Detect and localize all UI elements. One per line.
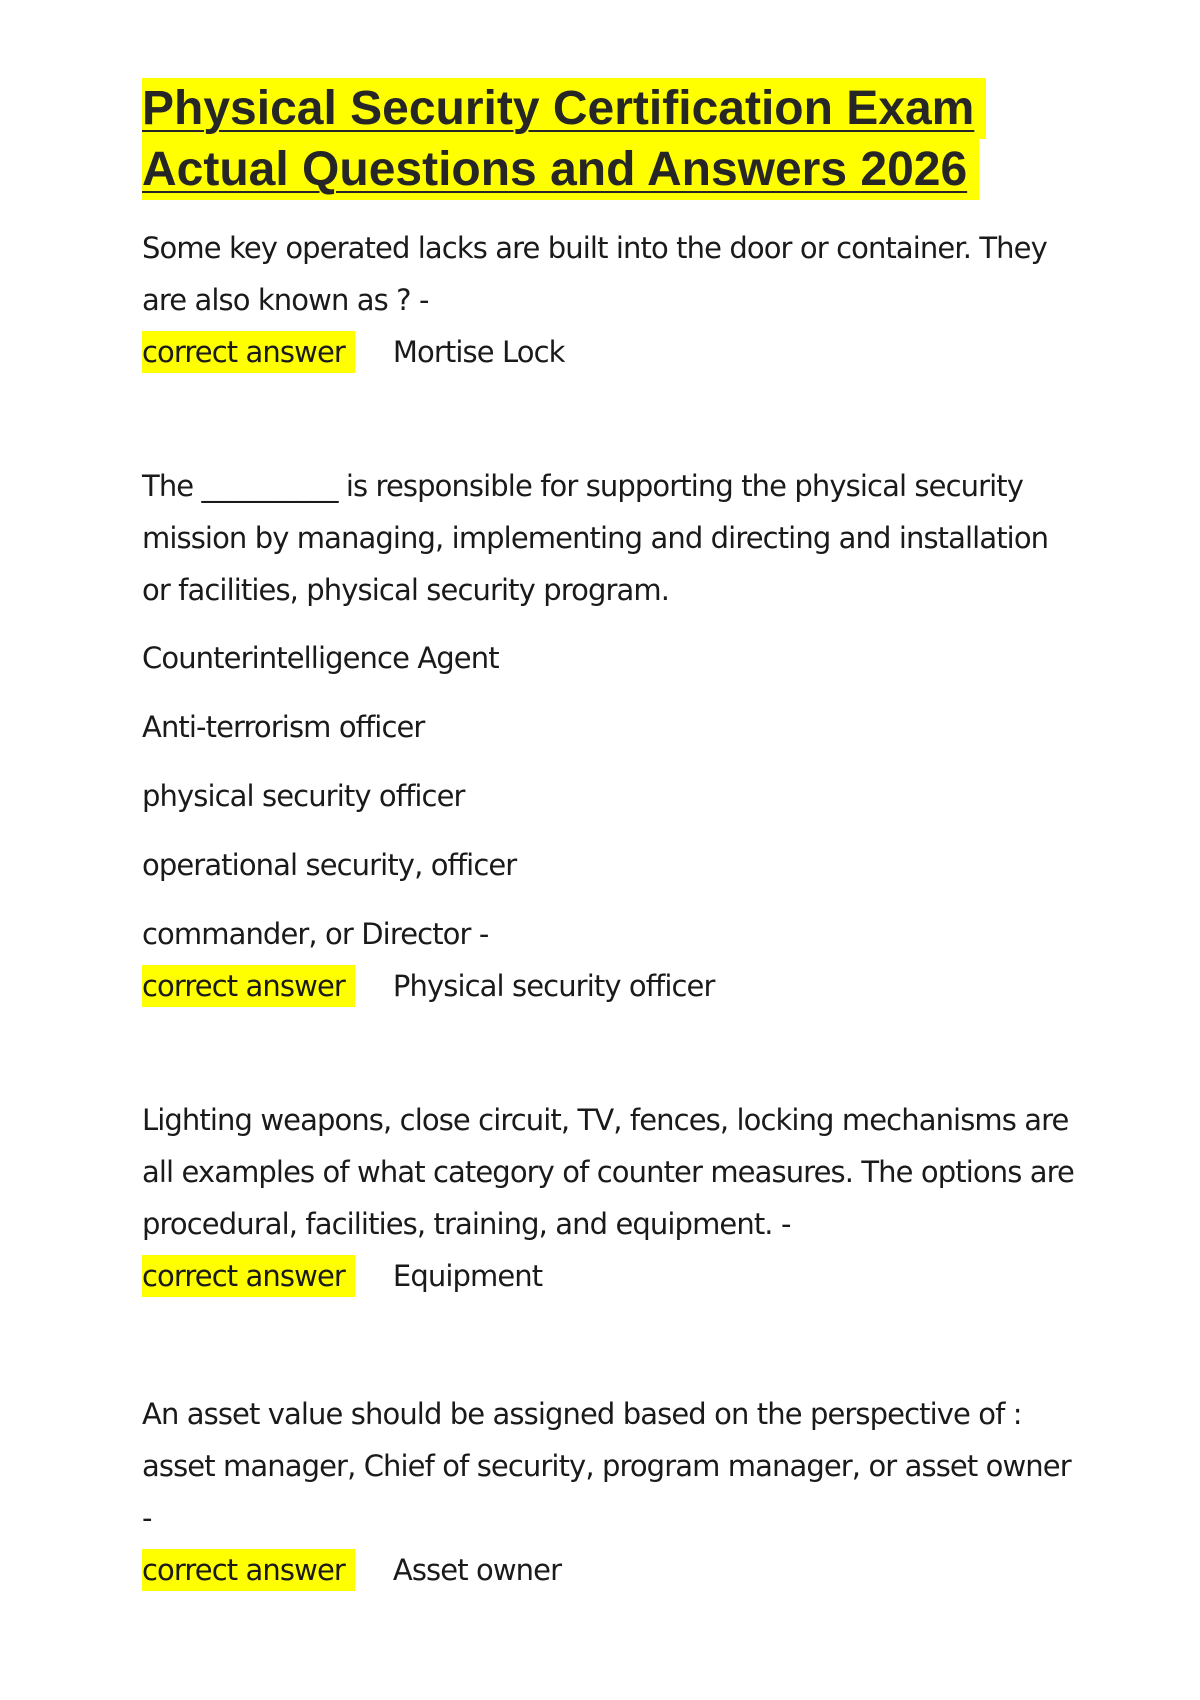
answer-line [142, 960, 1082, 1012]
option-text: operational security, officer [142, 848, 517, 882]
question-block [142, 222, 1082, 378]
question-block [142, 460, 1082, 1012]
question-block [142, 1094, 1082, 1302]
option-text: Counterintelligence Agent [142, 641, 499, 675]
answer-value: Mortise Lock [392, 335, 565, 369]
question-text: An asset value should be assigned based on the perspective of : asset manager, Chief of security, program manager, or asset owner - [142, 1397, 1071, 1535]
question-block [142, 1388, 1082, 1596]
answer-value: Physical security officer [392, 969, 715, 1003]
question-text: Lighting weapons, close circuit, TV, fences, locking mechanisms are all examples of what category of counter measures. The options are procedural, facilities, training, and equipment. - [142, 1103, 1074, 1241]
option-text: commander, or Director - [142, 917, 489, 951]
question-text: The __________ is responsible for supporting the physical security mission by managing, implementing and directing and installation or facilities, physical security program. [142, 469, 1049, 607]
document-page [142, 78, 1082, 1596]
answer-line [142, 326, 1082, 378]
option-text: Anti-terrorism officer [142, 710, 425, 744]
answer-label: correct answer [142, 1549, 355, 1591]
option-text: physical security officer [142, 779, 465, 813]
question-text: Some key operated lacks are built into the door or container. They are also known as ? - [142, 231, 1047, 317]
answer-value: Equipment [392, 1259, 543, 1293]
title-line: Physical Security Certification Exam [142, 78, 986, 139]
answer-line [142, 1544, 1082, 1596]
answer-label: correct answer [142, 331, 355, 373]
answer-value: Asset owner [392, 1553, 562, 1587]
answer-label: correct answer [142, 1255, 355, 1297]
title-line: Actual Questions and Answers 2026 [142, 139, 979, 200]
document-title [142, 78, 1082, 200]
answer-line [142, 1250, 1082, 1302]
answer-label: correct answer [142, 965, 355, 1007]
